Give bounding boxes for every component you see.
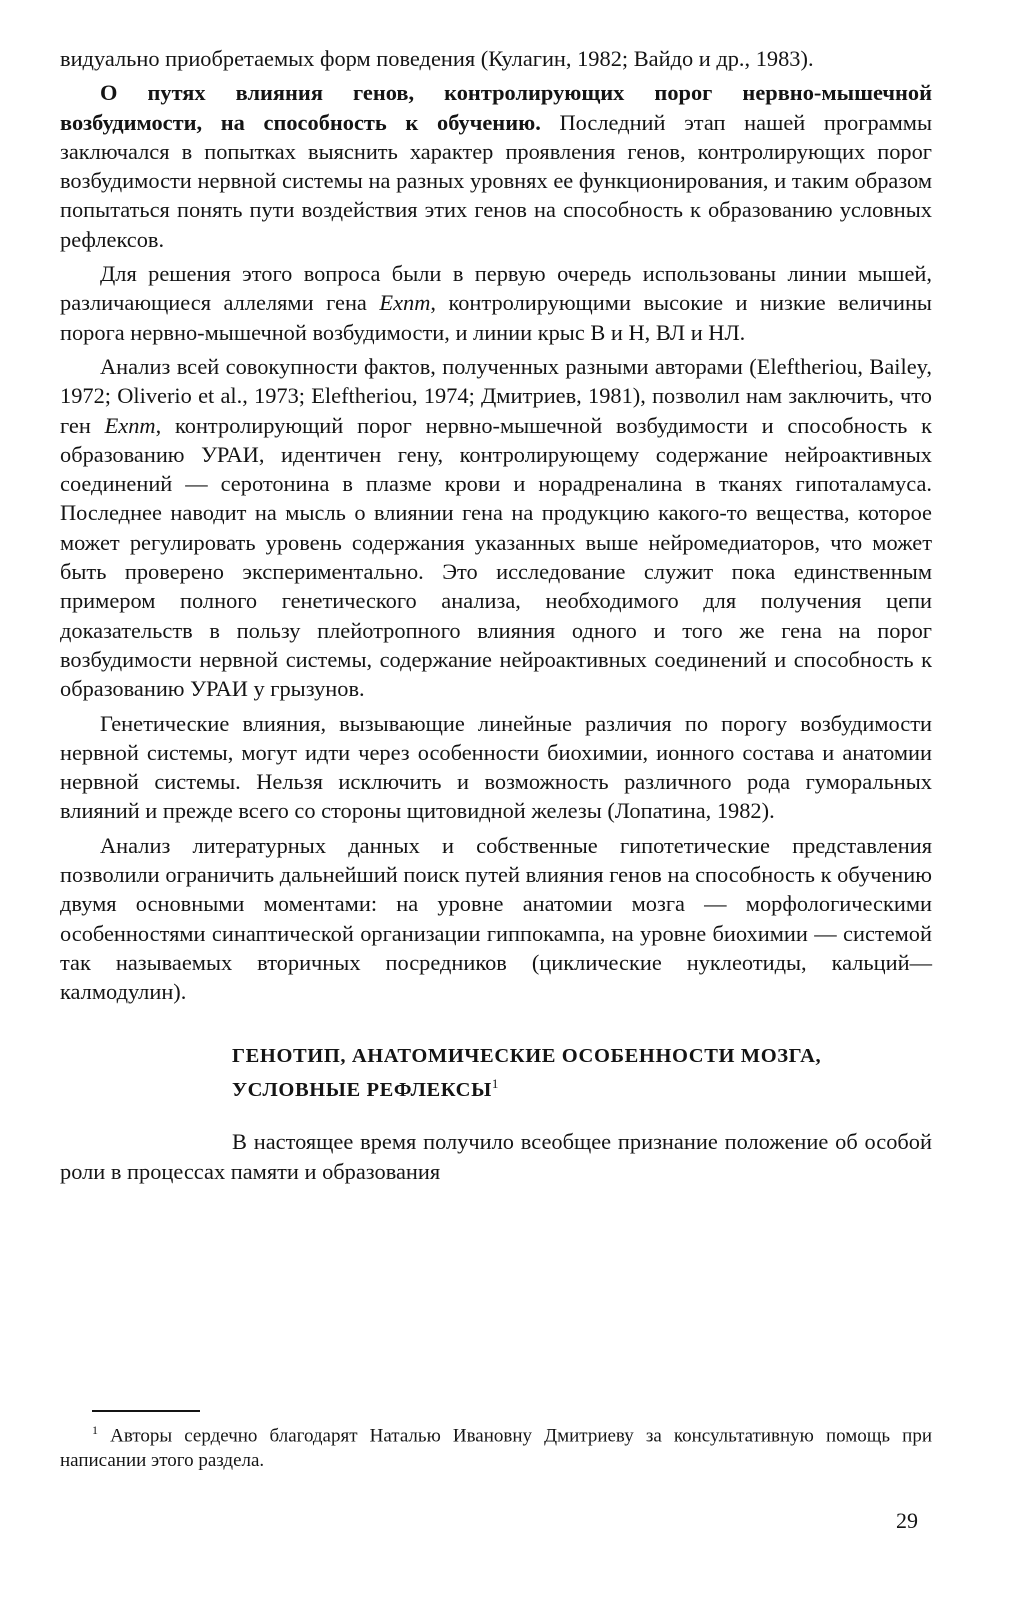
footnote-text: Авторы сердечно благодарят Наталью Ивановну Дмитриеву за консультативную помощь при написании этого раздела.: [60, 1425, 932, 1472]
paragraph-text: , контролирующими высокие и низкие величины порога нервно-мышечной возбудимости, и линии крыс В и Н, ВЛ и НЛ.: [60, 290, 932, 345]
run-in-heading: О путях влияния генов, контролирующих порог нервно-мышечной возбудимости, на способность к обучению.: [60, 80, 932, 135]
gene-name: Exnm: [379, 290, 431, 316]
paragraph-continuation: видуально приобретаемых форм поведения (Кулагин, 1982; Вайдо и др., 1983).: [60, 46, 814, 71]
gene-name: Exnm: [104, 412, 156, 438]
footnote: [60, 1418, 932, 1473]
section-heading: [60, 1043, 932, 1104]
paragraph-section-start: В настоящее время получило всеобщее признание положение об особой роли в процессах памяти и образования: [60, 1129, 932, 1184]
page-number: 29: [896, 1508, 918, 1533]
paragraph-mouse-lines: [60, 259, 932, 347]
paragraph-text: Анализ всей совокупности фактов, полученных разными авторами (Eleftheriou, Bailey, 1972; Oliverio et al., 1973; Eleftheriou, 1974; Дмитриев, 1981), позволил нам заключить, что ген: [60, 353, 932, 438]
body-text: [60, 44, 932, 1191]
paragraph-literature-analysis: Анализ литературных данных и собственные гипотетические представления позволили ограничить дальнейший поиск путей влияния генов на способность к обучению двумя основными моментами: на уровне анатомии мозга — морфологическими особенностями синаптической организации гиппокампа, на уровне биохимии — системой так называемых вторичных посредников (циклические нуклеотиды, кальций—калмодулин).: [60, 832, 932, 1005]
paragraph-text: Последний этап нашей программы заключался в попытках выяснить характер проявления генов, контролирующих порог возбудимости нервной системы на разных уровнях ее функционирования, и таким образом попытаться понять пути воздействия этих генов на способность к образованию условных рефлексов.: [60, 109, 932, 252]
footnote-reference: 1: [491, 1075, 499, 1091]
paragraph-genetic-influences: Генетические влияния, вызывающие линейные различия по порогу возбудимости нервной системы, могут идти через особенности биохимии, ионного состава и анатомии нервной системы. Нельзя исключить и возможность различного рода гуморальных влияний и прежде всего со стороны щитовидной железы (Лопатина, 1982).: [60, 710, 932, 824]
paragraph-text: Для решения этого вопроса были в первую очередь использованы линии мышей, различающиеся аллелями гена: [60, 261, 932, 316]
paragraph-text: , контролирующий порог нервно-мышечной возбудимости и способность к образованию УРАИ, идентичен гену, контролирующему содержание нейроактивных соединений — серотонина в плазме крови и норадреналина в тканях гипоталамуса. Последнее наводит на мысль о влиянии гена на продукцию какого-то вещества, которое может регулировать уровень содержания указанных выше нейромедиаторов, что может быть проверено экспериментально. Это исследование служит пока единственным примером полного генетического анализа, необходимого для получения цепи доказательств в пользу плейотропного влияния одного и того же гена на порог возбудимости нервной системы, содержание нейроактивных соединений и способность к образованию УРАИ у грызунов.: [60, 412, 932, 702]
section-heading-text: ГЕНОТИП, АНАТОМИЧЕСКИЕ ОСОБЕННОСТИ МОЗГА, УСЛОВНЫЕ РЕФЛЕКСЫ: [232, 1044, 822, 1101]
paragraph-genes-pathways: [60, 78, 932, 254]
footnote-separator: [92, 1410, 200, 1412]
paragraph-analysis: [60, 352, 932, 704]
footnote-number: 1: [92, 1423, 98, 1437]
